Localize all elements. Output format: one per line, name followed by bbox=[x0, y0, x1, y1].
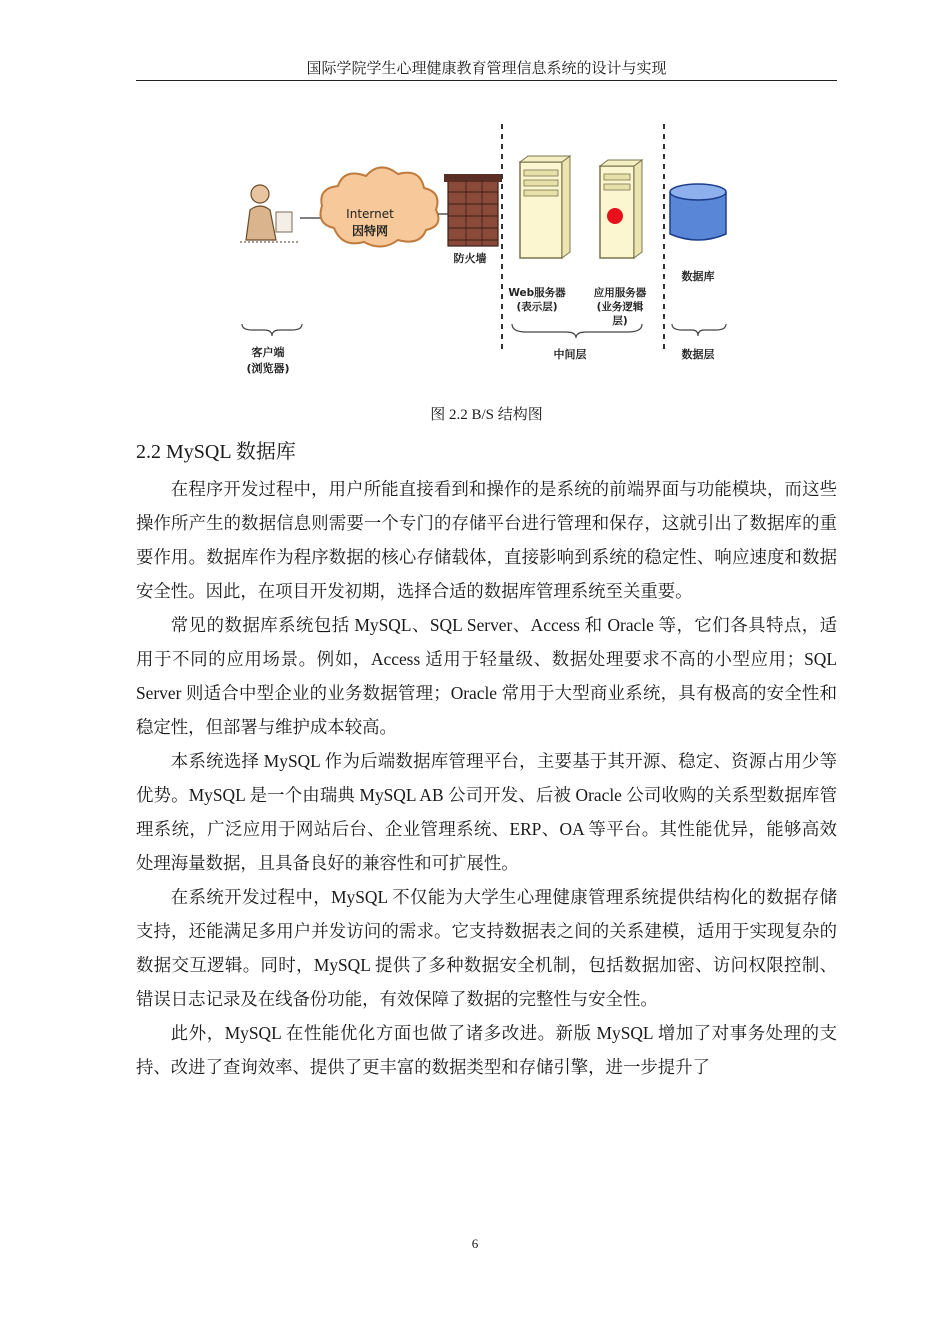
internet-label-cn: 因特网 bbox=[351, 224, 389, 238]
header-title: 国际学院学生心理健康教育管理信息系统的设计与实现 bbox=[306, 61, 667, 77]
app-server-sub1: (业务逻辑 bbox=[596, 301, 644, 313]
paragraph: 在系统开发过程中，MySQL 不仅能为大学生心理健康管理系统提供结构化的数据存储支持，还能满足多用户并发访问的需求。它支持数据表之间的关系建模，适用于实现复杂的数据交互逻辑。同时，MySQL 提供了多种数据安全机制，包括数据加密、访问权限控制、错误日志记录及在线备份功能，有效保障了数据的完整性与安全性。 bbox=[136, 887, 837, 1009]
paragraph: 此外，MySQL 在性能优化方面也做了诸多改进。新版 MySQL 增加了对事务处理的支持、改进了查询效率、提供了更丰富的数据类型和存储引擎，进一步提升了 bbox=[136, 1023, 837, 1077]
page-header bbox=[136, 58, 837, 81]
figure-caption: 图 2.2 B/S 结构图 bbox=[430, 407, 543, 423]
database-label: 数据库 bbox=[681, 270, 715, 283]
client-label: 客户端 bbox=[251, 346, 285, 359]
app-server-label: 应用服务器 bbox=[593, 287, 647, 299]
middle-tier-label: 中间层 bbox=[553, 348, 587, 361]
firewall-label: 防火墙 bbox=[453, 252, 487, 265]
bs-architecture-diagram bbox=[230, 118, 740, 388]
paragraph: 常见的数据库系统包括 MySQL、SQL Server、Access 和 Oracle 等，它们各具特点，适用于不同的应用场景。例如，Access 适用于轻量级、数据处理要求不高的小型应用；SQL Server 则适合中型企业的业务数据管理；Oracle 常用于大型商业系统，具有极高的安全性和稳定性，但部署与维护成本较高。 bbox=[136, 615, 837, 737]
paragraph: 在程序开发过程中，用户所能直接看到和操作的是系统的前端界面与功能模块，而这些操作所产生的数据信息则需要一个专门的存储平台进行管理和保存，这就引出了数据库的重要作用。数据库作为程序数据的核心存储载体，直接影响到系统的稳定性、响应速度和数据安全性。因此，在项目开发初期，选择合适的数据库管理系统至关重要。 bbox=[136, 479, 837, 601]
app-server-icon bbox=[600, 160, 642, 258]
page-number: 6 bbox=[471, 1236, 479, 1251]
web-server-sub: (表示层) bbox=[516, 301, 558, 313]
bs-architecture-figure bbox=[230, 118, 740, 388]
firewall-icon bbox=[444, 174, 502, 246]
app-server-sub2: 层) bbox=[612, 315, 628, 327]
paragraph: 本系统选择 MySQL 作为后端数据库管理平台，主要基于其开源、稳定、资源占用少等优势。MySQL 是一个由瑞典 MySQL AB 公司开发、后被 Oracle 公司收购的关系型数据库管理系统，广泛应用于网站后台、企业管理系统、ERP、OA 等平台。其性能优异，能够高效处理海量数据，且具备良好的兼容性和可扩展性。 bbox=[136, 751, 837, 873]
database-icon bbox=[670, 184, 726, 240]
data-tier-brace bbox=[672, 324, 726, 336]
client-sub: (浏览器) bbox=[246, 362, 290, 375]
internet-cloud-icon bbox=[321, 167, 439, 246]
internet-label-en: Internet bbox=[346, 207, 394, 221]
data-tier-label: 数据层 bbox=[681, 348, 715, 361]
web-server-label: Web服务器 bbox=[508, 287, 566, 299]
client-tier-brace bbox=[242, 324, 302, 336]
web-server-icon bbox=[520, 156, 570, 258]
client-user-icon bbox=[240, 185, 300, 242]
section-title: 2.2 MySQL 数据库 bbox=[136, 441, 296, 463]
body-text bbox=[136, 472, 837, 1084]
